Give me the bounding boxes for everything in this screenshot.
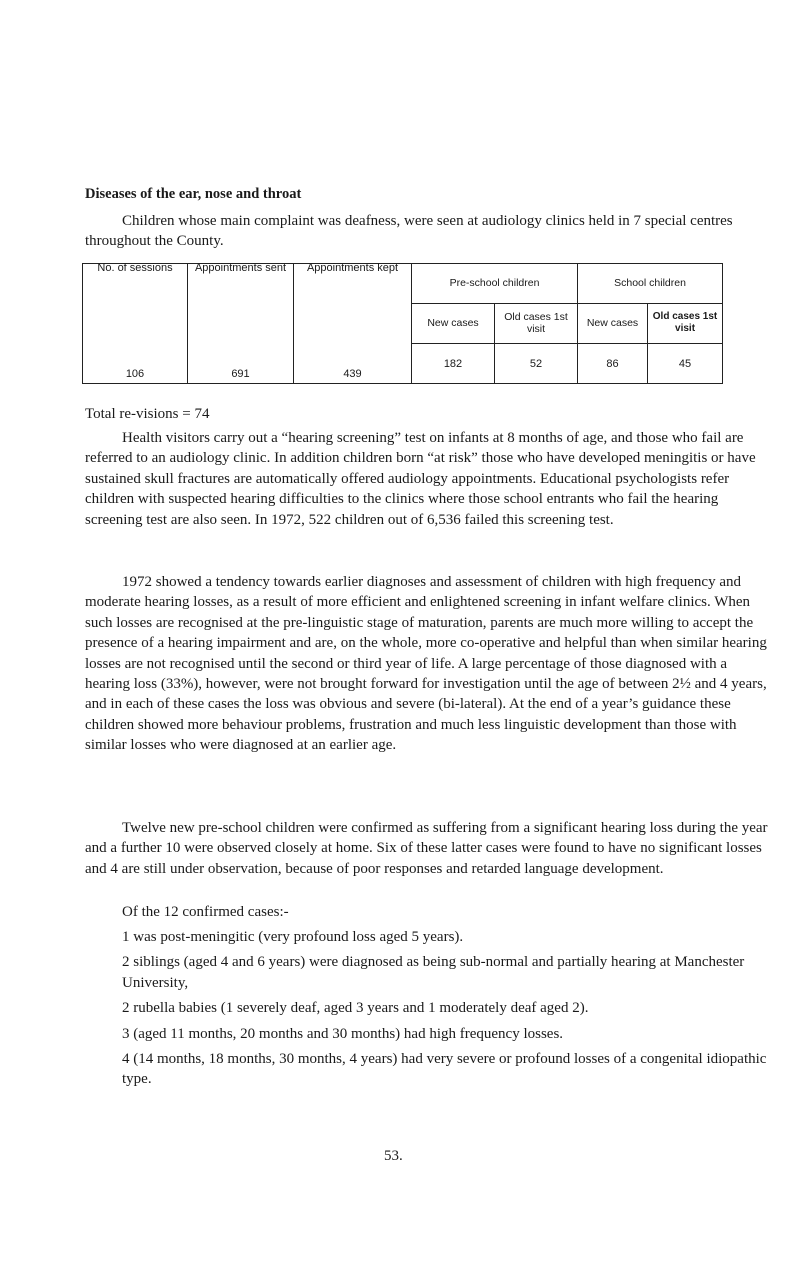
page-number: 53.	[384, 1148, 403, 1164]
preschool-header: Pre-school children	[412, 264, 578, 304]
paragraph-confirmed: Twelve new pre-school children were confirmed as suffering from a significant hearing loss during the year and a further 10 were observed closely at home. Six of these latter cases were found to have no significant losses and 4 are still under observation, because of poor responses and retarded language development.	[85, 820, 768, 877]
sent-column	[188, 264, 294, 384]
kept-column	[294, 264, 412, 384]
header-row	[83, 264, 723, 304]
list-item: 3 (aged 11 months, 20 months and 30 months) had high frequency losses.	[122, 1025, 564, 1042]
sch-new-header: New cases	[578, 303, 648, 344]
list-item: 2 siblings (aged 4 and 6 years) were diagnosed as being sub-normal and partially hearing at Manchester University,	[122, 954, 745, 991]
sessions-column	[83, 264, 188, 384]
pre-old-value: 52	[495, 344, 578, 384]
total-revisions: Total re-visions = 74	[85, 406, 210, 422]
list-item: 1 was post-meningitic (very profound loss aged 5 years).	[122, 929, 464, 945]
kept-value: 439	[343, 368, 362, 380]
sch-old-value: 45	[648, 344, 723, 384]
audiology-table	[82, 263, 723, 384]
kept-header: Appointments kept	[306, 262, 399, 274]
sessions-value: 106	[125, 368, 145, 380]
pre-new-value: 182	[412, 344, 495, 384]
sessions-header: No. of sessions	[97, 262, 173, 274]
paragraph-screening: Health visitors carry out a “hearing screening” test on infants at 8 months of age, and those who fail are referred to an audiology clinic. In addition children born “at risk” those who have developed meningitis or have sustained skull fractures are automatically offered audiology appointments. Educational psychologists refer children with suspected hearing difficulties to the clinics where those school entrants who fail the hearing screening test are also seen. In 1972, 522 children out of 6,536 failed this screening test.	[85, 430, 756, 528]
cases-list	[122, 927, 772, 1090]
list-item: 4 (14 months, 18 months, 30 months, 4 years) had very severe or profound losses of a congenital idiopathic type.	[122, 1051, 767, 1088]
intro-paragraph: Children whose main complaint was deafness, were seen at audiology clinics held in 7 special centres throughout the County.	[85, 213, 733, 250]
school-header: School children	[578, 264, 723, 304]
sch-old-header: Old cases 1st visit	[648, 303, 723, 344]
pre-new-header: New cases	[412, 303, 495, 344]
sent-value: 691	[231, 368, 250, 380]
paragraph-1972: 1972 showed a tendency towards earlier diagnoses and assessment of children with high frequency and moderate hearing losses, as a result of more efficient and enlightened screening in infant welfare clinics. When such losses are recognised at the pre-linguistic stage of maturation, parents are much more willing to accept the presence of a hearing impairment and are, on the whole, more co-operative and helpful than when similar hearing losses are not recognised until the second or third year of life. A large percentage of those diagnosed with a hearing loss (33%), however, were not brought forward for investigation until the age of between 2½ and 4 years, and in each of these cases the loss was obvious and severe (bi-lateral). At the end of a year’s guidance these children showed more behaviour problems, frustration and much less linguistic development than those with similar losses who were diagnosed at an earlier age.	[85, 574, 767, 754]
list-item: 2 rubella babies (1 severely deaf, aged 3 years and 1 moderately deaf aged 2).	[122, 1000, 589, 1017]
pre-old-header: Old cases 1st visit	[495, 303, 578, 344]
sent-header: Appointments sent	[194, 262, 287, 274]
sch-new-value: 86	[578, 344, 648, 384]
list-intro: Of the 12 confirmed cases:-	[122, 904, 289, 920]
section-heading: Diseases of the ear, nose and throat	[85, 186, 302, 202]
